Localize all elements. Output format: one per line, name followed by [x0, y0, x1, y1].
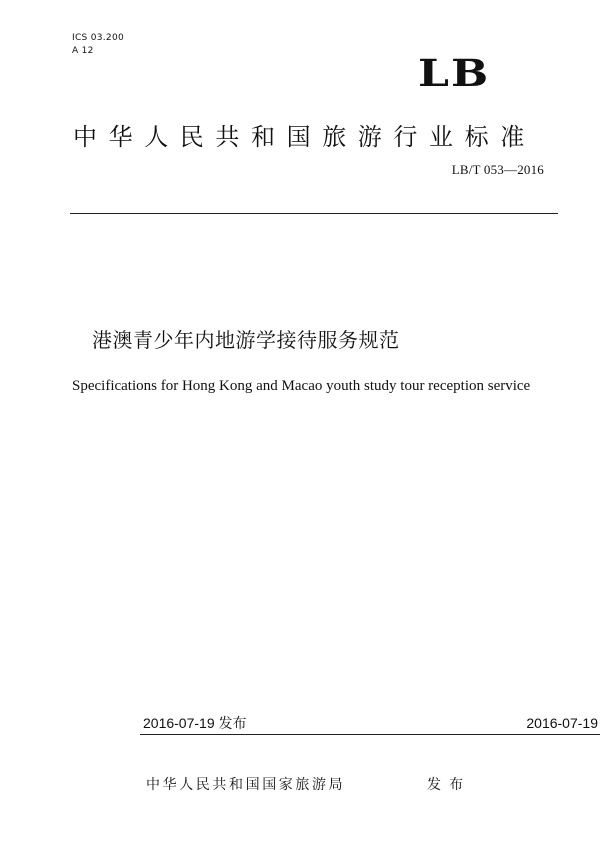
ics-code: ICS 03.200	[72, 33, 125, 43]
publisher-name: 中华人民共和国国家旅游局	[146, 777, 346, 793]
standard-number: LB/T 053—2016	[451, 162, 544, 177]
lb-logo: LB	[418, 52, 491, 96]
ccs-code: A 12	[72, 46, 94, 56]
standard-category-title: 中华人民共和国旅游行业标准	[73, 123, 536, 151]
publish-label: 发布	[427, 777, 471, 793]
header-divider	[70, 213, 558, 214]
classification-codes	[72, 32, 124, 58]
footer-divider	[140, 734, 600, 735]
document-title-chinese: 港澳青少年内地游学接待服务规范	[92, 328, 400, 352]
implementation-date: 2016-07-19	[526, 715, 598, 731]
date-row	[143, 714, 600, 734]
document-title-english: Specifications for Hong Kong and Macao youth study tour reception service	[72, 378, 531, 394]
issue-date: 2016-07-19 发布	[143, 715, 247, 731]
